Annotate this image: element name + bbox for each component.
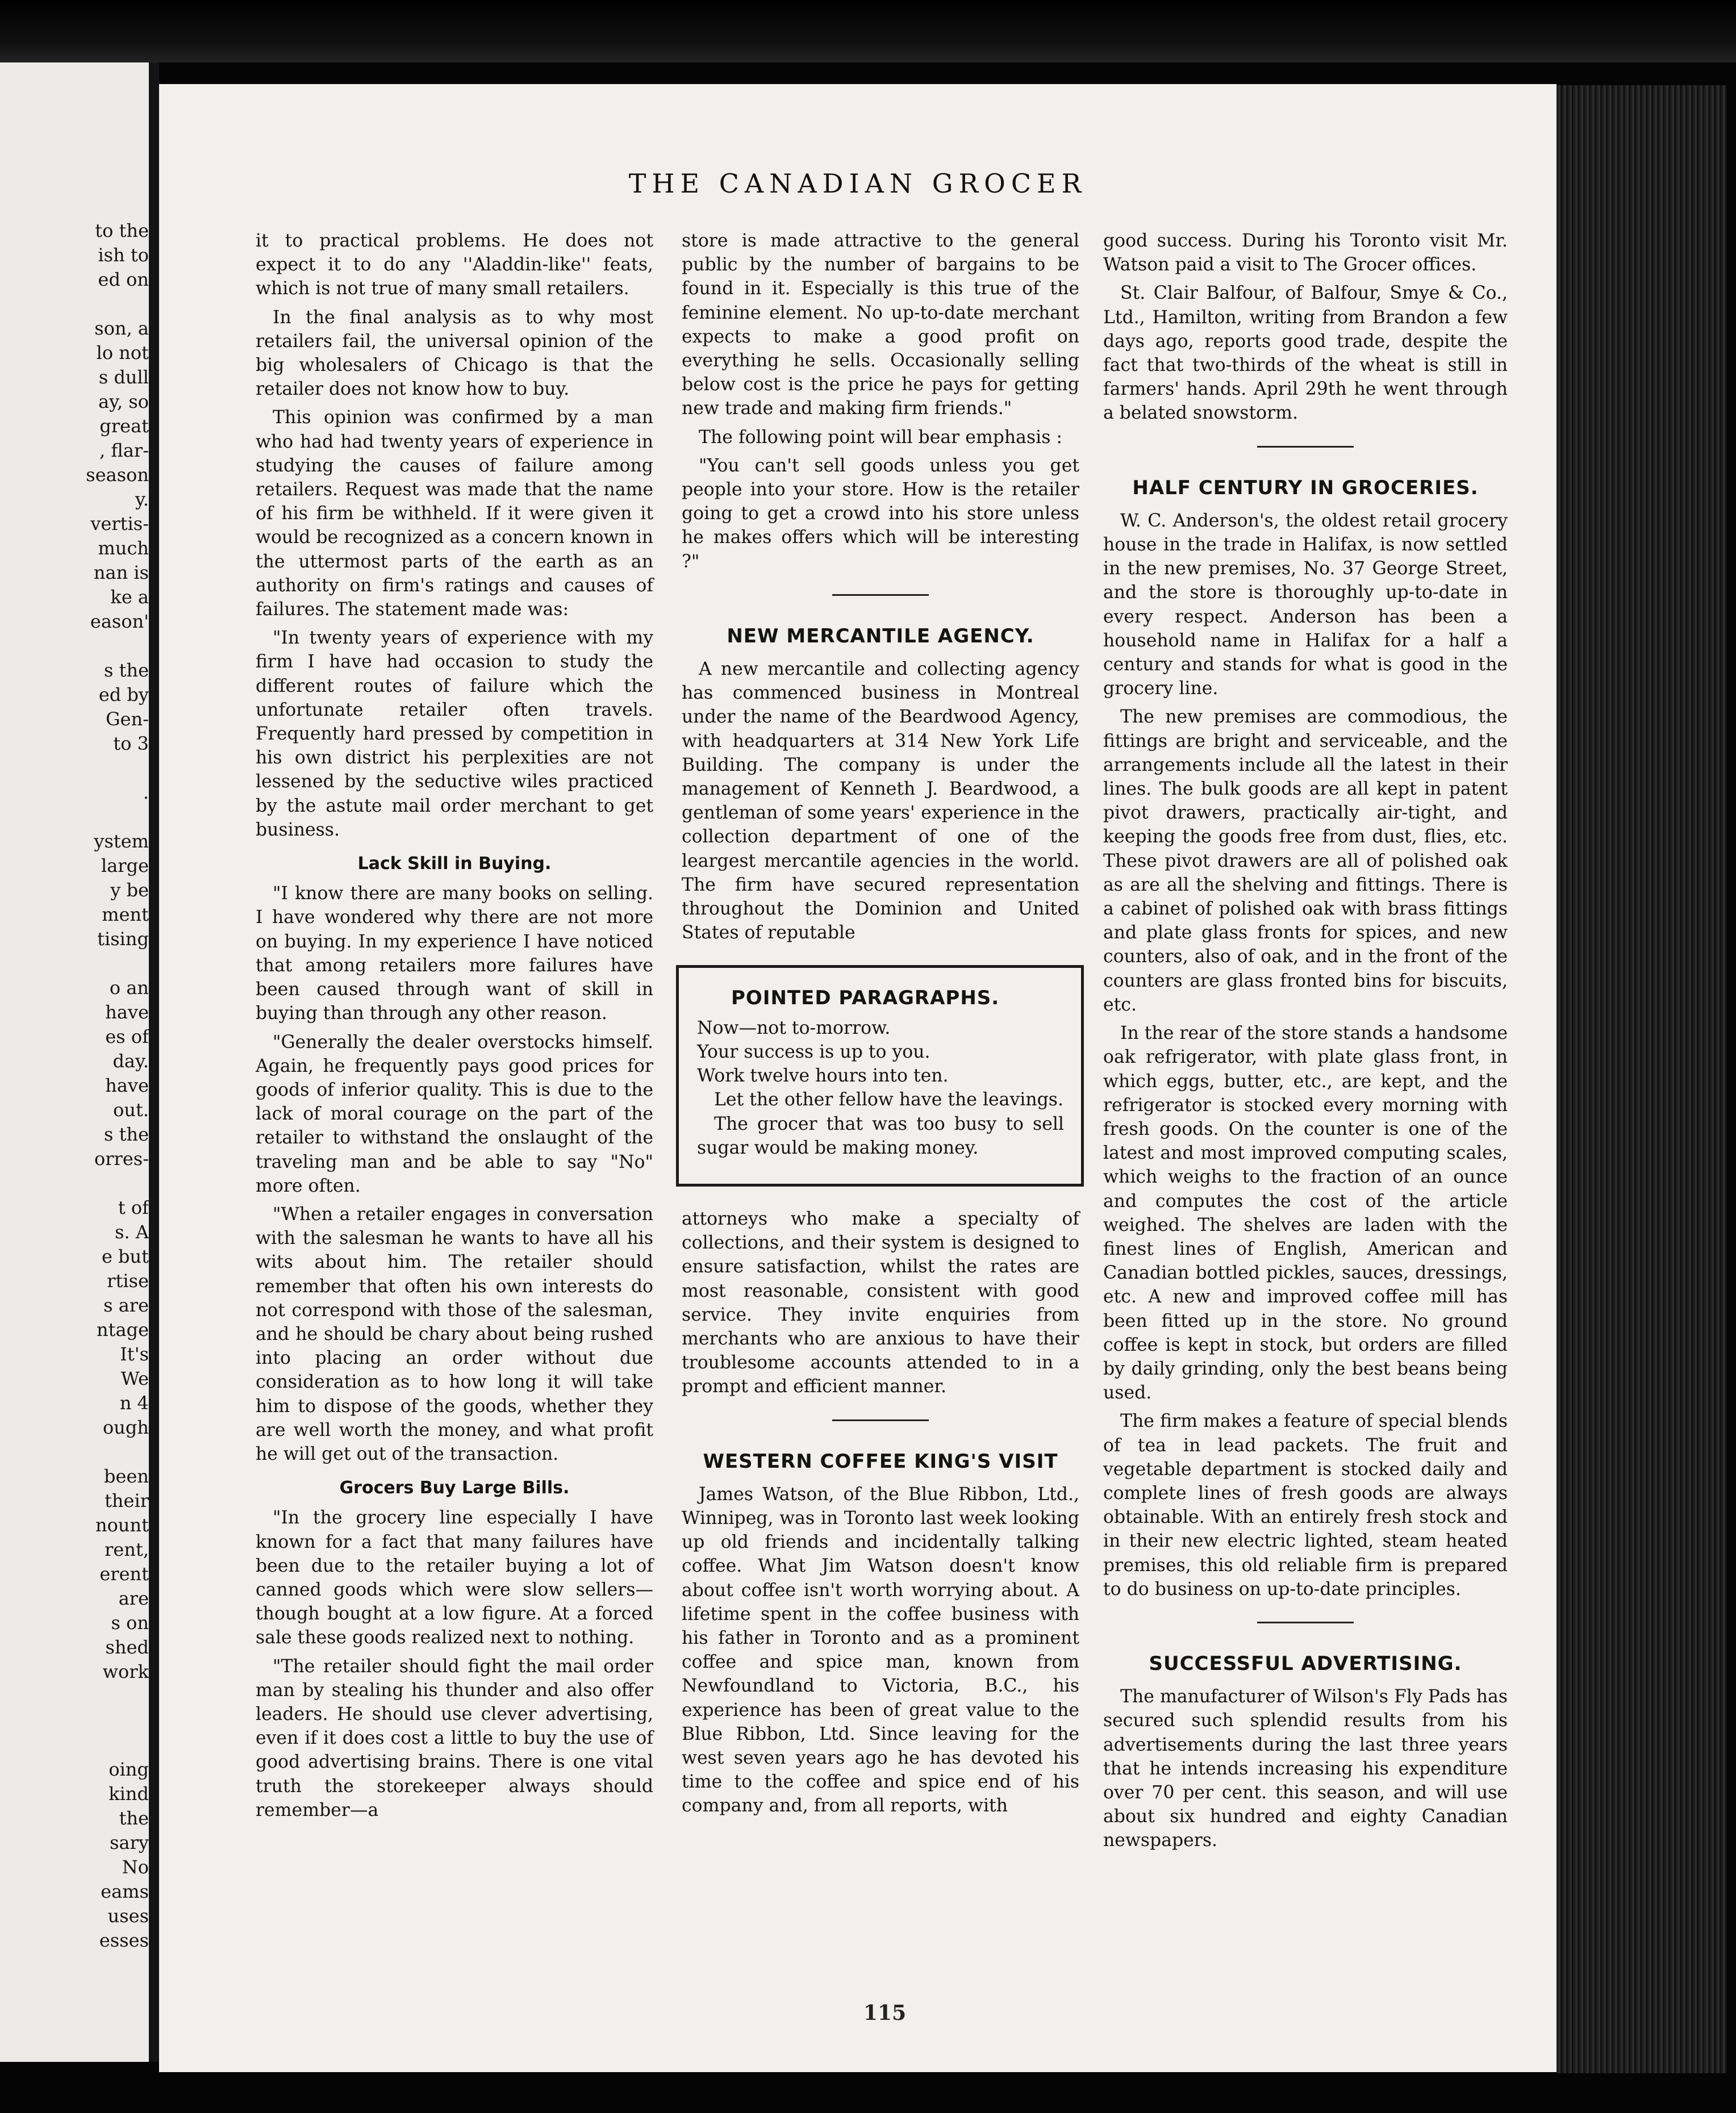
left-page-fragment: ke a bbox=[110, 586, 149, 608]
col1-paragraph: "I know there are many books on selling. I have wondered why there are not more on buying. In my experience I have noticed that among retailers more failures have been caused through want of skill in buying than through any other reason. bbox=[256, 883, 653, 1024]
col2-paragraph: attorneys who make a specialty of collections, and their system is designed to ensure satisfaction, whilst the rates are most reasonable, consistent with good service. They invite enquiries from merchants who are anxious to have their troublesome accounts attended to in a prompt and efficient manner. bbox=[682, 1208, 1079, 1397]
heading-successful-advertising: SUCCESSFUL ADVERTISING. bbox=[1149, 1652, 1462, 1675]
subheading-lack-skill: Lack Skill in Buying. bbox=[357, 854, 552, 874]
left-page-fragment: ish to bbox=[98, 244, 149, 266]
left-page-fragment: s on bbox=[111, 1612, 149, 1634]
col1-paragraph: it to practical problems. He does not expect it to do any ''Aladdin-like'' feats, which is not true of many small retailers. bbox=[256, 231, 653, 299]
left-page-fragment: much bbox=[98, 537, 149, 559]
col3-paragraph: The firm makes a feature of special blends of tea in lead packets. The fruit and vegetable department is stocked daily and complete lines of fresh goods are always obtainable. With an entirely fresh stock and in their new electric lighted, steam heated premises, this old reliable firm is prepared to do business on up-to-date principles. bbox=[1103, 1411, 1508, 1600]
left-page-fragment: sary bbox=[110, 1832, 149, 1853]
col3-paragraph: The new premises are commodious, the fittings are bright and serviceable, and the arrangements include all the latest in their lines. The bulk goods are all kept in patent pivot drawers, practically air-tight, and keeping the goods free from dust, flies, etc. These pivot drawers are all of polished oak as are all the shelving and fittings. There is a cabinet of polished oak with brass fittings and plate glass fronts for spices, and new counters, also of oak, and in the front of the counters are glass fronted bins for biscuits, etc. bbox=[1103, 707, 1508, 1015]
left-page-fragment: ment bbox=[102, 904, 149, 925]
box-line: The grocer that was too busy to sell sugar would be making money. bbox=[697, 1113, 1064, 1158]
left-page-fragment: esses bbox=[99, 1930, 149, 1951]
left-page-fragment: s are bbox=[103, 1294, 149, 1316]
left-page-fragment: ed on bbox=[98, 269, 149, 290]
left-page-fragment: t of bbox=[118, 1197, 149, 1218]
col3-paragraph: St. Clair Balfour, of Balfour, Smye & Co., Ltd., Hamilton, writing from Brandon a few days ago, reports good trade, despite the fact that two-thirds of the wheat is still in farmers' hands. April 29th he went through a belated snowstorm. bbox=[1103, 283, 1508, 424]
left-page-fragment: been bbox=[104, 1465, 149, 1487]
book-page-edges bbox=[1556, 85, 1727, 2073]
col3-paragraph: good success. During his Toronto visit Mr. Watson paid a visit to The Grocer offices. bbox=[1103, 231, 1508, 275]
left-page-fragment: kind bbox=[108, 1783, 149, 1805]
left-page-fragment: It's bbox=[120, 1343, 149, 1365]
left-page-fragment: es of bbox=[105, 1026, 149, 1047]
section-rule bbox=[832, 594, 929, 596]
left-page-fragment: ystem bbox=[94, 830, 149, 852]
left-page-fragment: s the bbox=[104, 659, 149, 681]
left-page-fragment: rtise bbox=[107, 1270, 149, 1292]
left-page-fragment: erent bbox=[99, 1563, 149, 1585]
col1-paragraph: In the final analysis as to why most retailers fail, the universal opinion of the big wholesalers of Chicago is that the retailer does not know how to buy. bbox=[256, 307, 653, 400]
left-page-fragment: have bbox=[105, 1075, 149, 1096]
left-page-fragment: large bbox=[101, 855, 149, 876]
left-page-fragment: orres- bbox=[94, 1148, 149, 1170]
left-page-fragment: vertis- bbox=[90, 513, 149, 534]
section-rule bbox=[832, 1419, 929, 1421]
left-page-fragment: ay, so bbox=[98, 391, 149, 412]
heading-half-century: HALF CENTURY IN GROCERIES. bbox=[1132, 476, 1479, 499]
subheading-grocers-buy: Grocers Buy Large Bills. bbox=[339, 1478, 570, 1498]
left-page-fragment: y be bbox=[110, 879, 149, 901]
left-page-fragment: ough bbox=[103, 1417, 149, 1438]
col1-paragraph: "In twenty years of experience with my firm I have had occasion to study the different routes of failure which the unfortunate retailer often travels. Frequently hard pressed by competition in his own district his perplexities are not lessened by the seductive wiles practiced by the astute mail order merchant to get business. bbox=[256, 628, 653, 840]
page-number: 115 bbox=[863, 2001, 907, 2025]
left-page-fragment: work bbox=[102, 1661, 149, 1682]
col2-paragraph: store is made attractive to the general public by the number of bargains to be found in it. Especially is this true of the feminine element. No up-to-date merchant expects to make a good profit on everything he sells. Occasionally selling below cost is the price he pays for getting new trade and making firm friends." bbox=[682, 231, 1079, 419]
left-page-fragment: e but bbox=[101, 1246, 149, 1267]
col2-paragraph: "You can't sell goods unless you get people into your store. How is the retailer going to get a crowd into his store unless he makes offers which will be interesting ?" bbox=[682, 455, 1079, 572]
column-2 bbox=[682, 229, 1079, 1823]
section-rule bbox=[1257, 1622, 1354, 1623]
left-page-fragment: y. bbox=[135, 488, 149, 510]
left-page-fragment: Gen- bbox=[106, 708, 149, 730]
left-page-fragment: We bbox=[120, 1368, 149, 1389]
left-page-fragment: are bbox=[118, 1588, 149, 1609]
col2-paragraph: A new mercantile and collecting agency has commenced business in Montreal under the name of the Beardwood Agency, with headquarters at 314 New York Life Building. The company is under the management of Kenneth J. Beardwood, a gentleman of some years' experience in the collection department of one of the leargest mercantile agencies in the world. The firm have secured representation throughout the Dominion and United States of reputable bbox=[682, 659, 1079, 943]
scan-top-shadow bbox=[0, 0, 1736, 62]
left-page-fragment: nount bbox=[95, 1514, 149, 1536]
left-page-fragment: son, a bbox=[94, 318, 149, 339]
column-1 bbox=[256, 229, 653, 1827]
left-page-fragment: s. A bbox=[115, 1221, 149, 1243]
heading-pointed-paragraphs: POINTED PARAGRAPHS. bbox=[731, 987, 1000, 1010]
box-line: Now—not to-morrow. bbox=[697, 1017, 891, 1038]
left-page-fragment: tising bbox=[97, 928, 149, 950]
left-page-fragment: No bbox=[122, 1856, 149, 1878]
left-page-fragment: shed bbox=[105, 1636, 149, 1658]
col1-paragraph: "When a retailer engages in conversation with the salesman he wants to have all his wits about him. The retailer should remember that often his own interests do not correspond with those of the salesman, and he should be chary about being rushed into placing an order without due consideration as to how long it will take him to dispose of the goods, whether they are well worth the money, and what profit he will get out of the transaction. bbox=[256, 1204, 653, 1464]
col1-paragraph: "Generally the dealer overstocks himself. Again, he frequently pays good prices for goods of inferior quality. This is due to the lack of moral courage on the part of the retailer to withstand the onslaught of the traveling man and be able to say "No" more often. bbox=[256, 1032, 653, 1196]
left-page-fragment: nan is bbox=[93, 562, 149, 583]
previous-page-edge bbox=[0, 62, 149, 2062]
box-line: Let the other fellow have the leavings. bbox=[714, 1089, 1063, 1110]
left-page-fragment: ntage bbox=[97, 1319, 149, 1341]
col2-paragraph: James Watson, of the Blue Ribbon, Ltd., Winnipeg, was in Toronto last week looking up old friends and incidentally talking coffee. What Jim Watson doesn't know about coffee isn't worth worrying about. A lifetime spent in the coffee business with his father in Toronto and as a prominent coffee and spice man, known from Newfoundland to Victoria, B.C., his experience has been of great value to the Blue Ribbon, Ltd. Since leaving for the west seven years ago he has devoted his time to the coffee and spice end of his company and, from all reports, with bbox=[682, 1484, 1079, 1816]
col3-paragraph: The manufacturer of Wilson's Fly Pads has secured such splendid results from his advertisements during the last three years that he intends increasing his expenditure over 70 per cent. this season, and will use about six hundred and eighty Canadian newspapers. bbox=[1103, 1686, 1508, 1851]
col1-paragraph: "In the grocery line especially I have known for a fact that many failures have been due to the retailer buying a lot of canned goods which were slow sellers—though bought at a low figure. At a forced sale these goods realized next to nothing. bbox=[256, 1508, 653, 1648]
left-page-fragment: s dull bbox=[98, 366, 149, 388]
left-page-fragment: ed by bbox=[98, 684, 149, 705]
col3-paragraph: In the rear of the store stands a handsome oak refrigerator, with plate glass front, in which eggs, butter, etc., are kept, and the refrigerator is stocked every morning with fresh goods. On the counter is one of the latest and most improved computing scales, which weighs to the fraction of an ounce and computes the cost of the article weighed. The shelves are laden with the finest lines of English, American and Canadian bottled pickles, sauces, dressings, etc. A new and improved coffee mill has been fitted up in the store. No ground coffee is kept in stock, but orders are filled by daily grinding, only the best beans being used. bbox=[1103, 1023, 1508, 1404]
left-page-fragment: their bbox=[105, 1490, 149, 1511]
box-line: Your success is up to you. bbox=[697, 1041, 930, 1062]
col1-paragraph: This opinion was confirmed by a man who had had twenty years of experience in studying the causes of failure among retailers. Request was made that the name of his firm be withheld. If it were given it would be recognized as a concern known in the uttermost parts of the earth as an authority on firm's ratings and causes of failures. The statement made was: bbox=[256, 407, 653, 620]
col3-paragraph: W. C. Anderson's, the oldest retail grocery house in the trade in Halifax, is now settled in the new premises, No. 37 George Street, and the store is thoroughly up-to-date in every respect. Anderson has been a household name in Halifax for a half a century and stands for what is good in the grocery line. bbox=[1103, 510, 1508, 699]
column-3 bbox=[1103, 229, 1508, 1857]
left-page-fragment: oing bbox=[108, 1759, 149, 1780]
box-line: Work twelve hours into ten. bbox=[697, 1066, 949, 1087]
left-page-fragment: , flar- bbox=[99, 440, 149, 461]
left-page-fragment: have bbox=[105, 1001, 149, 1023]
left-page-fragment: day. bbox=[112, 1050, 149, 1072]
section-rule bbox=[1257, 446, 1354, 448]
heading-western-coffee-king: WESTERN COFFEE KING'S VISIT bbox=[703, 1450, 1058, 1473]
left-page-fragment: o an bbox=[109, 977, 149, 999]
pointed-paragraphs-box bbox=[676, 965, 1084, 1186]
left-page-fragment: n 4 bbox=[119, 1392, 149, 1414]
left-page-fragment: season bbox=[86, 464, 149, 486]
left-page-fragment: rent, bbox=[105, 1539, 149, 1560]
left-page-fragment: eason' bbox=[90, 611, 149, 632]
left-page-fragment: the bbox=[119, 1807, 149, 1829]
left-page-fragment: eams bbox=[101, 1881, 149, 1902]
binding-gutter bbox=[149, 62, 159, 2062]
page bbox=[159, 84, 1556, 2072]
left-page-fragment: . bbox=[143, 782, 149, 803]
running-head: THE CANADIAN GROCER bbox=[628, 168, 1087, 199]
left-page-fragment: s the bbox=[104, 1124, 149, 1145]
left-page-fragment: to the bbox=[95, 220, 149, 241]
left-page-fragment: great bbox=[99, 415, 149, 437]
heading-new-mercantile-agency: NEW MERCANTILE AGENCY. bbox=[727, 624, 1034, 648]
left-page-fragment: lo not bbox=[96, 342, 149, 364]
col1-paragraph: "The retailer should fight the mail order man by stealing his thunder and also offer leaders. He should use clever advertising, even if it does cost a little to buy the use of good advertising brains. There is one vital truth the storekeeper always should remember—a bbox=[256, 1656, 653, 1820]
left-page-fragment: to 3 bbox=[113, 733, 149, 754]
left-page-fragment: uses bbox=[107, 1905, 149, 1927]
left-page-fragment: out. bbox=[113, 1099, 149, 1121]
col2-paragraph: The following point will bear emphasis : bbox=[699, 427, 1062, 448]
